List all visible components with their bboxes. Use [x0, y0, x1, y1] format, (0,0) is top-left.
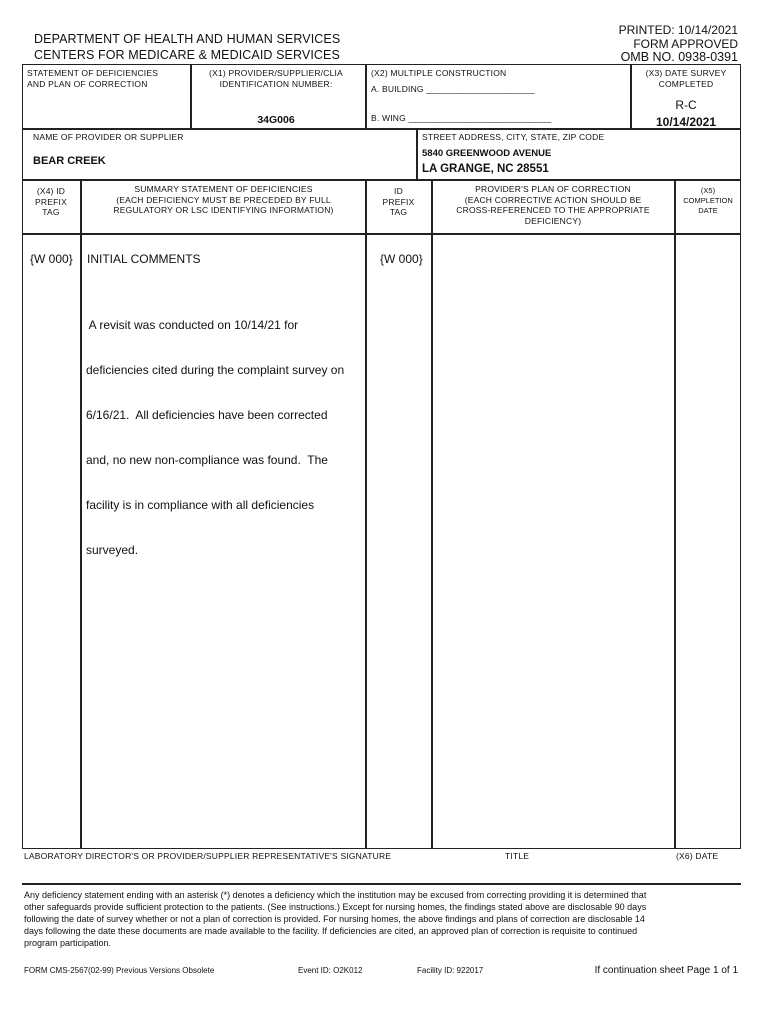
form-status-block [619, 24, 738, 65]
date-label: (X6) DATE [676, 851, 719, 861]
address-label: STREET ADDRESS, CITY, STATE, ZIP CODE [422, 132, 605, 142]
street-address: 5840 GREENWOOD AVENUE [422, 148, 552, 159]
divider [431, 179, 433, 849]
wing-field: B. WING _____________________________ [371, 113, 552, 123]
department-name: DEPARTMENT OF HEALTH AND HUMAN SERVICES [34, 32, 341, 46]
summary-statement-header: SUMMARY STATEMENT OF DEFICIENCIES (EACH DEFICIENCY MUST BE PRECEDED BY FULL REGULATORY OR LSC IDENTIFYING INFORMATION) [113, 184, 334, 215]
disclaimer-text: Any deficiency statement ending with an asterisk (*) denotes a deficiency which the institution may be excused from correcting providing it is determined that other safeguards provide sufficient protection to the patients. (See instructions.) Except for nursing homes, the findings stated above are disclosable 90 days following the date of survey whether or not a plan of correction is provided. For nursing homes, the above findings and plans of correction are disclosable 14 days following the date these documents are made available to the facility. If deficiencies are cited, an approved plan of correction is requisite to continued program participation. [24, 890, 647, 948]
divider [416, 128, 418, 180]
multiple-construction-label: (X2) MULTIPLE CONSTRUCTION [371, 68, 507, 78]
agency-name: CENTERS FOR MEDICARE & MEDICAID SERVICES [34, 48, 340, 62]
id-prefix-header: ID PREFIX TAG [382, 186, 415, 217]
facility-id: Facility ID: 922017 [417, 966, 484, 975]
plan-of-correction-header: PROVIDER'S PLAN OF CORRECTION (EACH CORRECTIVE ACTION SHOULD BE CROSS-REFERENCED TO THE APPROPRIATE DEFICIENCY) [456, 184, 650, 226]
summary-statement-text: A revisit was conducted on 10/14/21 for deficiencies cited during the complaint survey on 6/16/21. All deficiencies have been corrected and, no new non-compliance was found. The facility is in compliance with all deficiencies surveyed. [86, 318, 345, 557]
divider [22, 883, 741, 885]
correction-tag: {W 000} [380, 252, 423, 266]
provider-id-label: (X1) PROVIDER/SUPPLIER/CLIA IDENTIFICATION NUMBER: [209, 68, 343, 89]
survey-code: R-C [675, 98, 697, 112]
provider-name: BEAR CREEK [33, 155, 106, 167]
provider-id-number: 34G006 [257, 114, 295, 126]
signature-label: LABORATORY DIRECTOR'S OR PROVIDER/SUPPLIER REPRESENTATIVE'S SIGNATURE [24, 851, 392, 861]
divider [80, 179, 82, 849]
survey-date: 10/14/2021 [655, 115, 717, 129]
form-approved-label: FORM APPROVED [633, 36, 738, 51]
page-indicator: If continuation sheet Page 1 of 1 [594, 965, 738, 976]
entry-title: INITIAL COMMENTS [87, 252, 201, 266]
survey-date-label: (X3) DATE SURVEY COMPLETED [645, 68, 727, 89]
building-field: A. BUILDING ______________________ [371, 84, 535, 94]
divider [630, 64, 632, 129]
form-number: FORM CMS-2567(02-99) Previous Versions Obsolete [24, 966, 215, 975]
title-label: TITLE [505, 851, 530, 861]
deficiency-tag: {W 000} [30, 252, 73, 266]
department-header [34, 31, 340, 63]
event-id: Event ID: O2K012 [298, 966, 363, 975]
x4-prefix-header: (X4) ID PREFIX TAG [35, 186, 67, 217]
printed-date: PRINTED: 10/14/2021 [618, 23, 738, 37]
divider [22, 233, 741, 235]
city-state-zip: LA GRANGE, NC 28551 [422, 163, 549, 175]
divider [190, 64, 192, 129]
omb-number: OMB NO. 0938-0391 [620, 50, 738, 64]
divider [674, 179, 676, 849]
divider [365, 64, 367, 129]
provider-name-label: NAME OF PROVIDER OR SUPPLIER [33, 132, 184, 142]
statement-label: STATEMENT OF DEFICIENCIES AND PLAN OF CORRECTION [27, 68, 159, 89]
divider [22, 179, 741, 181]
completion-date-header: (X5) COMPLETION DATE [683, 186, 733, 215]
divider [365, 179, 367, 849]
